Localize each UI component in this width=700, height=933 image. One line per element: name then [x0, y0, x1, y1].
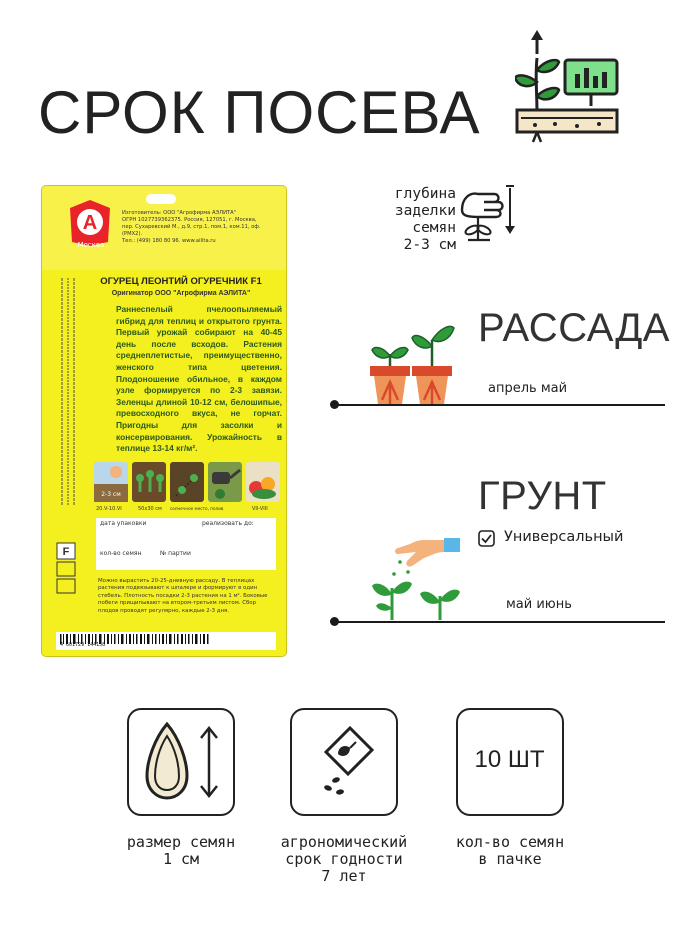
- grunt-timeline-line: [335, 621, 665, 623]
- label-line: срок годности: [285, 850, 403, 868]
- manufacturer-line: пер. Сухаревский М., д.9, стр.1, пом.1, ком.11, оф.(РМХ2).: [122, 224, 261, 237]
- checkbox-check-icon: [478, 530, 495, 547]
- depth-line: глубина: [394, 186, 456, 202]
- manufacturer-line: Изготовитель: ООО "Агрофирма АЭЛИТА": [122, 210, 237, 216]
- manufacturer-info: [122, 210, 276, 245]
- seed-count-card: [456, 708, 564, 816]
- step-photo-harvest: [246, 462, 280, 502]
- seedling-pots-icon: [368, 316, 460, 406]
- shelf-life-card: [290, 708, 398, 816]
- photo-captions: [94, 504, 280, 514]
- seed-size-label: [106, 834, 256, 868]
- sowing-depth-text: [360, 186, 456, 254]
- photo-caption: солнечное место, полив: [170, 506, 224, 511]
- rassada-timeline-line: [335, 404, 665, 406]
- certification-icons: [56, 542, 78, 596]
- sell-by-label: реализовать до:: [202, 520, 254, 527]
- svg-text:F: F: [62, 546, 70, 558]
- label-line: 7 лет: [321, 867, 367, 885]
- step-photo-planting: [170, 462, 204, 502]
- sowing-depth-icon: [454, 180, 522, 250]
- step-photo-sowing: [94, 462, 128, 502]
- packet-side-text-strip: [56, 274, 82, 510]
- depth-mark: 2-3 см: [101, 491, 121, 498]
- label-line: кол-во семян: [455, 833, 565, 851]
- barcode: [56, 632, 276, 650]
- step-photo-watering: [208, 462, 242, 502]
- seed-packet: [42, 186, 286, 656]
- label-line: 1 см: [162, 850, 200, 868]
- label-line: агрономический: [280, 833, 408, 851]
- batch-label: № партии: [160, 550, 191, 557]
- seed-count-label: [435, 834, 585, 868]
- grunt-title: ГРУНТ: [478, 474, 607, 518]
- originator: Оригинатор ООО "Агрофирма АЭЛИТА": [111, 290, 251, 297]
- manufacturer-line: Тел.: (499) 180 80 96. www.ailita.ru: [122, 238, 216, 244]
- planting-hand-icon: [370, 532, 470, 622]
- product-description: Раннеспелый пчелоопыляемый гибрид для теплиц и открытого грунта. Первый урожай собирают на 40-45 день после всходов. Растения среднеплетистые, преимущественно, женского типа цветения. Плодоношение обильное, в каждом узле формируется по 2-3 завязи. Зеленцы длиной 10-12 см, белошипые, превосходного вкуса, не горчат. Пригодны для засолки и консервирования. Урожайность в теплице 13-14 кг/м².: [116, 304, 282, 454]
- growing-steps-photos: [94, 462, 280, 504]
- page-title: СРОК ПОСЕВА: [38, 79, 481, 146]
- label-line: в пачке: [478, 850, 542, 868]
- seedling-growth-icon: [515, 30, 625, 145]
- step-photo-seedlings: [132, 462, 166, 502]
- photo-caption: 20.V-10.VI: [96, 506, 122, 512]
- product-name: ОГУРЕЦ ЛЕОНТИЙ ОГУРЕЧНИК F1: [100, 276, 262, 287]
- label-line: размер семян: [126, 833, 236, 851]
- seed-count-label: кол-во семян: [100, 550, 142, 557]
- photo-caption: VII-VIII: [252, 506, 268, 512]
- rassada-months: апрель май: [488, 381, 568, 396]
- seed-pack-icon: [292, 710, 395, 813]
- seed-size-card: [127, 708, 235, 816]
- svg-text:A: A: [82, 212, 98, 234]
- soil-type: Универсальный: [504, 529, 624, 545]
- depth-line: заделки: [394, 203, 456, 219]
- manufacturer-line: ОГРН 1027739362375. Россия, 127051, г. Москва,: [122, 217, 257, 223]
- shelf-life-label: [269, 834, 419, 885]
- brand-logo-text: Москва: [77, 241, 105, 249]
- packet-hang-hole: [146, 194, 176, 204]
- photo-caption: 50x30 см: [138, 506, 162, 512]
- seed-count-value: 10 ШТ: [474, 746, 545, 773]
- packet-note: Можно вырастить 20-25-дневную рассаду. В теплицах растения подвязывают к шпалере и формируют в один стебель. Плотность посадки 2-3 растения на 1 м². Боковые побеги прищипывают на втором-третьем листом. Сбор плодов проводят регулярно, каждые 2-3 дня.: [98, 578, 268, 614]
- pack-date-label: дата упаковки: [100, 520, 147, 527]
- depth-line: семян: [412, 220, 456, 236]
- barcode-number: 4 601729 144158: [60, 642, 106, 648]
- seed-size-icon: [129, 710, 232, 813]
- rassada-title: РАССАДА: [478, 306, 670, 350]
- grunt-months: май июнь: [506, 597, 572, 612]
- depth-line: 2-3 см: [403, 237, 456, 253]
